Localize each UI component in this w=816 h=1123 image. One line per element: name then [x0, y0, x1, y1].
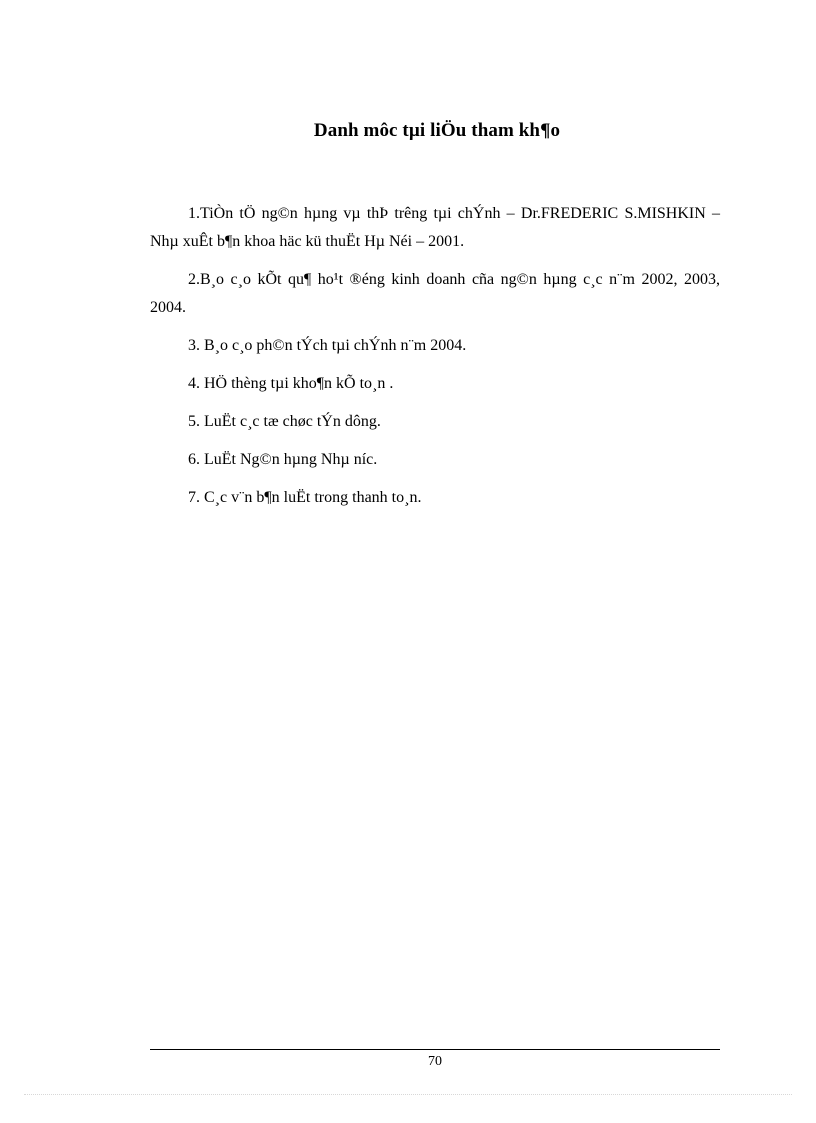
- reference-item-7: 7. C¸c v¨n b¶n luËt trong thanh to¸n.: [188, 489, 422, 506]
- reference-list: [150, 200, 720, 522]
- page-number: 70: [428, 1054, 442, 1069]
- page-title-text: Danh môc tµi liÖu tham kh¶o: [313, 120, 561, 141]
- page-title: [150, 120, 720, 142]
- page-edge-divider: [24, 1094, 792, 1095]
- reference-item-2: 2.B¸o c¸o kÕt qu¶ ho¹t ®éng kinh doanh cña ng©n hµng c¸c n¨m 2002, 2003, 2004.: [150, 271, 720, 316]
- reference-item-4: 4. HÖ thèng tµi kho¶n kÕ to¸n .: [188, 375, 394, 392]
- reference-item-6: 6. LuËt Ng©n hµng Nhµ níc.: [188, 451, 378, 468]
- reference-item-3: 3. B¸o c¸o ph©n tÝch tµi chÝnh n¨m 2004.: [188, 337, 467, 354]
- footer-divider: [150, 1049, 720, 1050]
- reference-item-1: 1.TiÒn tÖ ng©n hµng vµ thÞ trêng tµi chÝnh – Dr.FREDERIC S.MISHKIN – Nhµ xuÊt b¶n khoa häc kü thuËt Hµ Néi – 2001.: [150, 205, 720, 250]
- reference-item-5: 5. LuËt c¸c tæ chøc tÝn dông.: [188, 413, 381, 430]
